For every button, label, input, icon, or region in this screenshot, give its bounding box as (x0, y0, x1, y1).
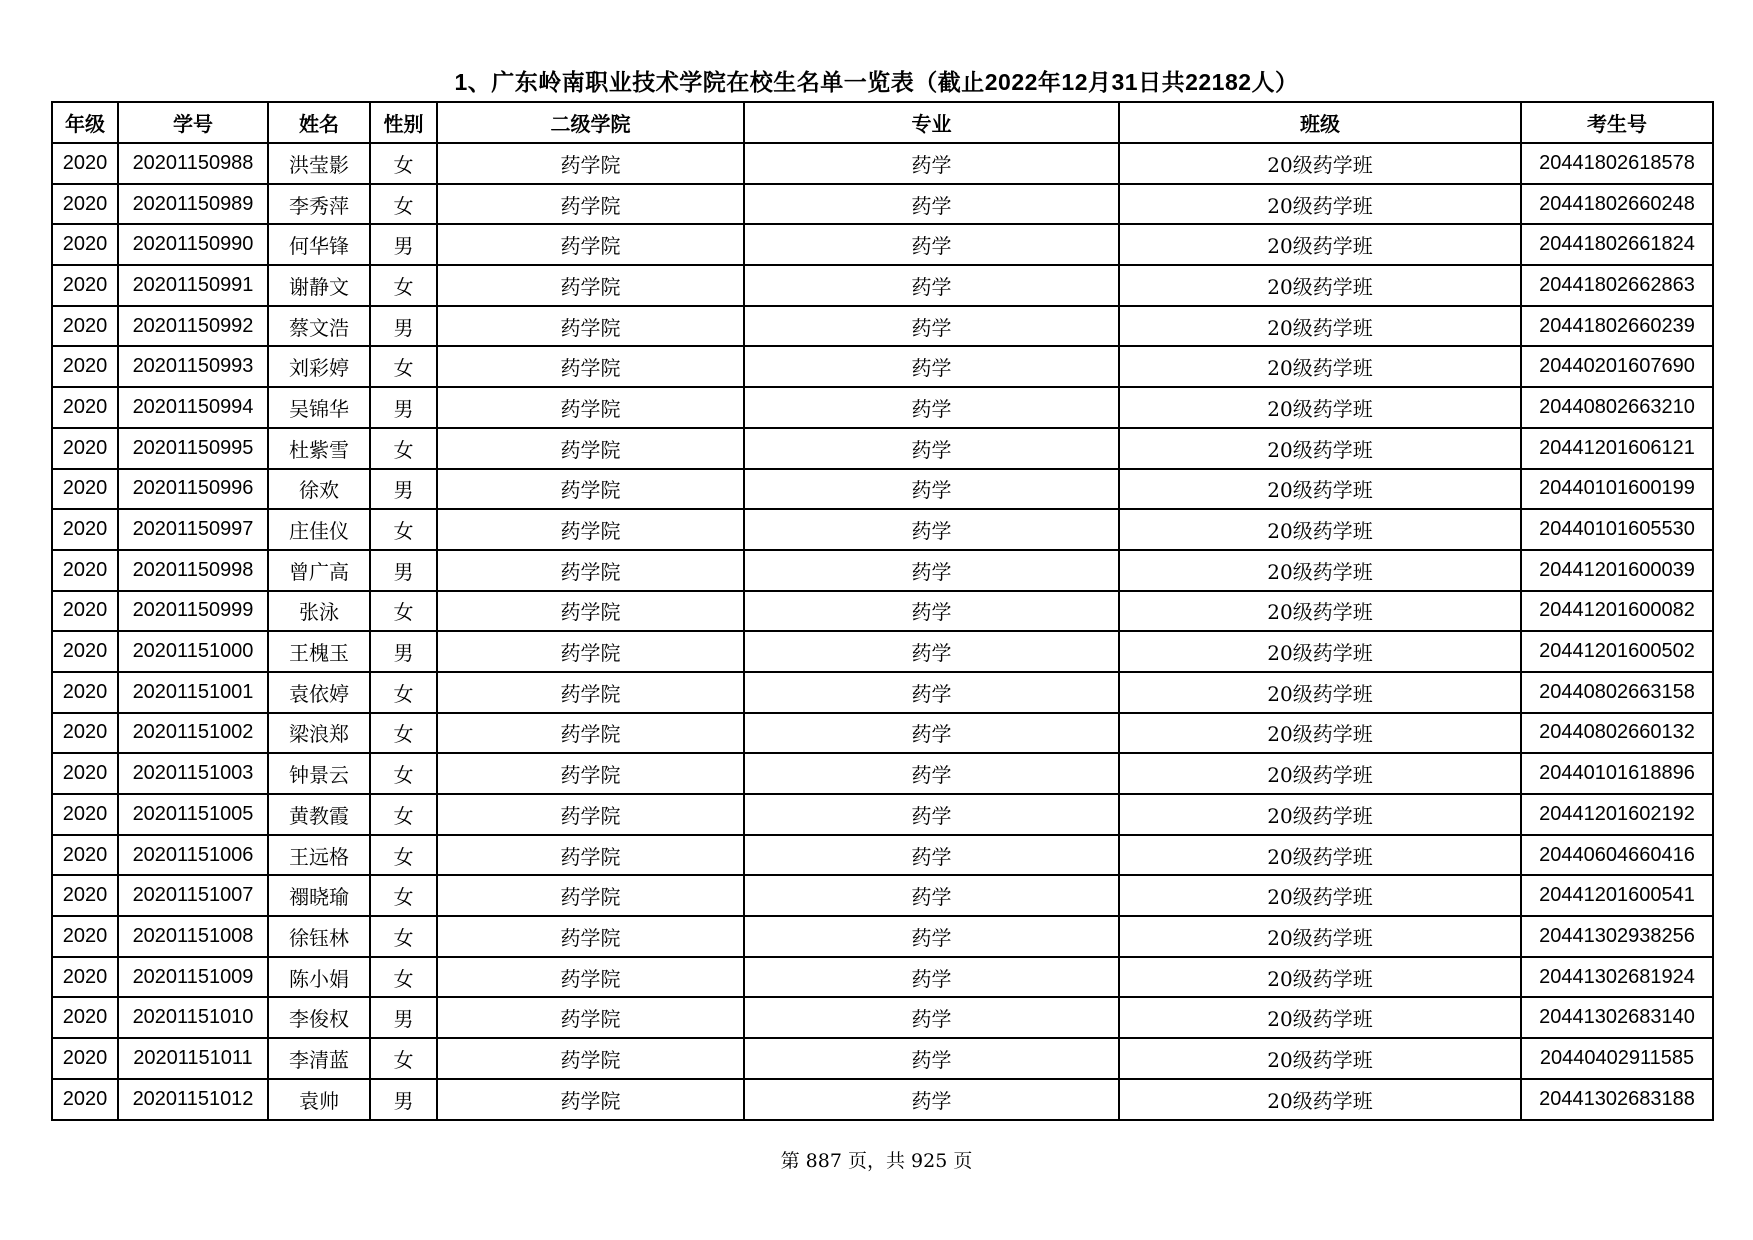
cell-grade: 2020 (52, 794, 118, 835)
header-name: 姓名 (268, 102, 370, 143)
cell-name: 陈小娟 (268, 957, 370, 998)
table-row (52, 184, 1713, 225)
cell-student-id: 20201151003 (118, 753, 268, 794)
cell-student-id: 20201150991 (118, 265, 268, 306)
table-row (52, 713, 1713, 754)
cell-class: 20级药学班 (1119, 835, 1521, 876)
table-row (52, 1079, 1713, 1120)
cell-exam-number: 20440101600199 (1521, 469, 1713, 510)
cell-student-id: 20201150989 (118, 184, 268, 225)
cell-major: 药学 (744, 997, 1119, 1038)
cell-college: 药学院 (437, 916, 744, 957)
cell-gender: 女 (370, 835, 437, 876)
cell-exam-number: 20441201600082 (1521, 591, 1713, 632)
table-row (52, 346, 1713, 387)
cell-class: 20级药学班 (1119, 997, 1521, 1038)
cell-exam-number: 20441802662863 (1521, 265, 1713, 306)
cell-college: 药学院 (437, 346, 744, 387)
cell-name: 袁依婷 (268, 672, 370, 713)
cell-gender: 女 (370, 875, 437, 916)
cell-gender: 男 (370, 387, 437, 428)
cell-grade: 2020 (52, 875, 118, 916)
cell-major: 药学 (744, 143, 1119, 184)
cell-major: 药学 (744, 916, 1119, 957)
cell-grade: 2020 (52, 1079, 118, 1120)
cell-class: 20级药学班 (1119, 875, 1521, 916)
cell-student-id: 20201151002 (118, 713, 268, 754)
cell-major: 药学 (744, 346, 1119, 387)
cell-major: 药学 (744, 265, 1119, 306)
cell-grade: 2020 (52, 428, 118, 469)
cell-major: 药学 (744, 631, 1119, 672)
cell-class: 20级药学班 (1119, 224, 1521, 265)
cell-student-id: 20201151006 (118, 835, 268, 876)
cell-name: 张泳 (268, 591, 370, 632)
cell-class: 20级药学班 (1119, 631, 1521, 672)
cell-grade: 2020 (52, 957, 118, 998)
cell-gender: 男 (370, 997, 437, 1038)
cell-major: 药学 (744, 224, 1119, 265)
cell-college: 药学院 (437, 1079, 744, 1120)
cell-grade: 2020 (52, 997, 118, 1038)
cell-class: 20级药学班 (1119, 469, 1521, 510)
table-row (52, 387, 1713, 428)
table-header-row (52, 102, 1713, 143)
cell-grade: 2020 (52, 265, 118, 306)
cell-major: 药学 (744, 184, 1119, 225)
cell-grade: 2020 (52, 835, 118, 876)
cell-grade: 2020 (52, 916, 118, 957)
cell-name: 王远格 (268, 835, 370, 876)
cell-gender: 女 (370, 591, 437, 632)
cell-college: 药学院 (437, 184, 744, 225)
table-row (52, 265, 1713, 306)
student-roster-table (51, 101, 1714, 1121)
cell-grade: 2020 (52, 469, 118, 510)
cell-student-id: 20201151005 (118, 794, 268, 835)
table-row (52, 469, 1713, 510)
cell-class: 20级药学班 (1119, 672, 1521, 713)
cell-college: 药学院 (437, 469, 744, 510)
cell-exam-number: 20441201600502 (1521, 631, 1713, 672)
cell-major: 药学 (744, 957, 1119, 998)
cell-class: 20级药学班 (1119, 794, 1521, 835)
cell-grade: 2020 (52, 224, 118, 265)
cell-gender: 男 (370, 550, 437, 591)
cell-college: 药学院 (437, 143, 744, 184)
cell-grade: 2020 (52, 346, 118, 387)
cell-gender: 女 (370, 509, 437, 550)
page-footer: 第 887 页，共 925 页 (780, 1150, 973, 1172)
cell-student-id: 20201150990 (118, 224, 268, 265)
cell-class: 20级药学班 (1119, 143, 1521, 184)
cell-major: 药学 (744, 875, 1119, 916)
cell-college: 药学院 (437, 550, 744, 591)
cell-student-id: 20201151012 (118, 1079, 268, 1120)
cell-major: 药学 (744, 550, 1119, 591)
cell-student-id: 20201150995 (118, 428, 268, 469)
cell-gender: 女 (370, 672, 437, 713)
cell-student-id: 20201151001 (118, 672, 268, 713)
cell-college: 药学院 (437, 509, 744, 550)
cell-grade: 2020 (52, 387, 118, 428)
cell-exam-number: 20440201607690 (1521, 346, 1713, 387)
cell-class: 20级药学班 (1119, 1038, 1521, 1079)
cell-name: 徐钰林 (268, 916, 370, 957)
cell-gender: 女 (370, 916, 437, 957)
cell-name: 蔡文浩 (268, 306, 370, 347)
cell-major: 药学 (744, 509, 1119, 550)
cell-name: 梁浪郑 (268, 713, 370, 754)
cell-exam-number: 20441201602192 (1521, 794, 1713, 835)
cell-major: 药学 (744, 387, 1119, 428)
table-row (52, 794, 1713, 835)
cell-class: 20级药学班 (1119, 591, 1521, 632)
cell-college: 药学院 (437, 997, 744, 1038)
header-college: 二级学院 (437, 102, 744, 143)
cell-gender: 女 (370, 1038, 437, 1079)
cell-grade: 2020 (52, 306, 118, 347)
cell-college: 药学院 (437, 387, 744, 428)
cell-name: 禤晓瑜 (268, 875, 370, 916)
cell-name: 杜紫雪 (268, 428, 370, 469)
cell-student-id: 20201151011 (118, 1038, 268, 1079)
table-row (52, 509, 1713, 550)
cell-gender: 女 (370, 753, 437, 794)
cell-gender: 男 (370, 1079, 437, 1120)
cell-student-id: 20201150988 (118, 143, 268, 184)
cell-grade: 2020 (52, 631, 118, 672)
cell-student-id: 20201150998 (118, 550, 268, 591)
cell-student-id: 20201151009 (118, 957, 268, 998)
cell-gender: 女 (370, 346, 437, 387)
cell-class: 20级药学班 (1119, 753, 1521, 794)
cell-exam-number: 20441302683188 (1521, 1079, 1713, 1120)
table-row (52, 550, 1713, 591)
cell-college: 药学院 (437, 875, 744, 916)
cell-name: 王槐玉 (268, 631, 370, 672)
cell-class: 20级药学班 (1119, 387, 1521, 428)
cell-class: 20级药学班 (1119, 916, 1521, 957)
cell-exam-number: 20440101618896 (1521, 753, 1713, 794)
cell-exam-number: 20440802663210 (1521, 387, 1713, 428)
cell-college: 药学院 (437, 428, 744, 469)
cell-college: 药学院 (437, 672, 744, 713)
table-row (52, 997, 1713, 1038)
cell-gender: 女 (370, 184, 437, 225)
cell-exam-number: 20441802661824 (1521, 224, 1713, 265)
table-row (52, 753, 1713, 794)
cell-college: 药学院 (437, 631, 744, 672)
cell-name: 刘彩婷 (268, 346, 370, 387)
cell-exam-number: 20441302683140 (1521, 997, 1713, 1038)
table-row (52, 224, 1713, 265)
cell-grade: 2020 (52, 143, 118, 184)
table-row (52, 916, 1713, 957)
cell-major: 药学 (744, 469, 1119, 510)
cell-college: 药学院 (437, 835, 744, 876)
cell-gender: 男 (370, 631, 437, 672)
cell-exam-number: 20441201600541 (1521, 875, 1713, 916)
page-title: 1、广东岭南职业技术学院在校生名单一览表（截止2022年12月31日共22182人） (454, 69, 1299, 95)
cell-exam-number: 20441302938256 (1521, 916, 1713, 957)
table-row (52, 428, 1713, 469)
cell-major: 药学 (744, 428, 1119, 469)
cell-name: 庄佳仪 (268, 509, 370, 550)
cell-college: 药学院 (437, 591, 744, 632)
cell-student-id: 20201150996 (118, 469, 268, 510)
cell-college: 药学院 (437, 794, 744, 835)
cell-name: 吴锦华 (268, 387, 370, 428)
cell-gender: 男 (370, 224, 437, 265)
cell-gender: 男 (370, 469, 437, 510)
cell-class: 20级药学班 (1119, 957, 1521, 998)
cell-student-id: 20201150997 (118, 509, 268, 550)
cell-exam-number: 20441302681924 (1521, 957, 1713, 998)
cell-gender: 女 (370, 957, 437, 998)
table-row (52, 306, 1713, 347)
cell-college: 药学院 (437, 306, 744, 347)
cell-major: 药学 (744, 1079, 1119, 1120)
table-row (52, 835, 1713, 876)
cell-exam-number: 20440402911585 (1521, 1038, 1713, 1079)
cell-class: 20级药学班 (1119, 550, 1521, 591)
table-row (52, 143, 1713, 184)
table-row (52, 875, 1713, 916)
cell-major: 药学 (744, 672, 1119, 713)
table-row (52, 591, 1713, 632)
cell-grade: 2020 (52, 509, 118, 550)
cell-college: 药学院 (437, 224, 744, 265)
cell-major: 药学 (744, 591, 1119, 632)
cell-grade: 2020 (52, 591, 118, 632)
table-row (52, 1038, 1713, 1079)
cell-major: 药学 (744, 794, 1119, 835)
cell-class: 20级药学班 (1119, 184, 1521, 225)
cell-gender: 女 (370, 143, 437, 184)
cell-student-id: 20201151008 (118, 916, 268, 957)
cell-exam-number: 20440604660416 (1521, 835, 1713, 876)
cell-name: 钟景云 (268, 753, 370, 794)
cell-name: 李俊权 (268, 997, 370, 1038)
cell-student-id: 20201150999 (118, 591, 268, 632)
cell-college: 药学院 (437, 1038, 744, 1079)
cell-exam-number: 20441802660239 (1521, 306, 1713, 347)
table-row (52, 672, 1713, 713)
cell-class: 20级药学班 (1119, 713, 1521, 754)
cell-grade: 2020 (52, 753, 118, 794)
cell-class: 20级药学班 (1119, 428, 1521, 469)
header-gender: 性别 (370, 102, 437, 143)
cell-name: 曾广高 (268, 550, 370, 591)
header-student-id: 学号 (118, 102, 268, 143)
cell-student-id: 20201150992 (118, 306, 268, 347)
cell-grade: 2020 (52, 184, 118, 225)
cell-major: 药学 (744, 753, 1119, 794)
cell-class: 20级药学班 (1119, 265, 1521, 306)
header-major: 专业 (744, 102, 1119, 143)
cell-class: 20级药学班 (1119, 346, 1521, 387)
cell-name: 黄教霞 (268, 794, 370, 835)
cell-grade: 2020 (52, 550, 118, 591)
cell-exam-number: 20440101605530 (1521, 509, 1713, 550)
cell-student-id: 20201151010 (118, 997, 268, 1038)
table-row (52, 631, 1713, 672)
cell-exam-number: 20441802660248 (1521, 184, 1713, 225)
cell-gender: 女 (370, 265, 437, 306)
cell-major: 药学 (744, 1038, 1119, 1079)
cell-college: 药学院 (437, 265, 744, 306)
cell-name: 谢静文 (268, 265, 370, 306)
cell-major: 药学 (744, 835, 1119, 876)
cell-name: 徐欢 (268, 469, 370, 510)
cell-major: 药学 (744, 306, 1119, 347)
cell-class: 20级药学班 (1119, 1079, 1521, 1120)
cell-grade: 2020 (52, 713, 118, 754)
cell-student-id: 20201151000 (118, 631, 268, 672)
cell-gender: 女 (370, 713, 437, 754)
cell-class: 20级药学班 (1119, 509, 1521, 550)
cell-major: 药学 (744, 713, 1119, 754)
header-exam-number: 考生号 (1521, 102, 1713, 143)
cell-grade: 2020 (52, 1038, 118, 1079)
cell-name: 李秀萍 (268, 184, 370, 225)
cell-exam-number: 20440802663158 (1521, 672, 1713, 713)
cell-student-id: 20201151007 (118, 875, 268, 916)
header-grade: 年级 (52, 102, 118, 143)
cell-student-id: 20201150994 (118, 387, 268, 428)
cell-exam-number: 20441201606121 (1521, 428, 1713, 469)
cell-exam-number: 20441802618578 (1521, 143, 1713, 184)
cell-exam-number: 20440802660132 (1521, 713, 1713, 754)
header-class: 班级 (1119, 102, 1521, 143)
cell-college: 药学院 (437, 957, 744, 998)
cell-college: 药学院 (437, 713, 744, 754)
cell-name: 袁帅 (268, 1079, 370, 1120)
cell-exam-number: 20441201600039 (1521, 550, 1713, 591)
cell-class: 20级药学班 (1119, 306, 1521, 347)
cell-name: 李清蓝 (268, 1038, 370, 1079)
cell-college: 药学院 (437, 753, 744, 794)
cell-gender: 男 (370, 306, 437, 347)
cell-gender: 女 (370, 794, 437, 835)
cell-gender: 女 (370, 428, 437, 469)
cell-name: 洪莹影 (268, 143, 370, 184)
cell-name: 何华锋 (268, 224, 370, 265)
table-row (52, 957, 1713, 998)
cell-student-id: 20201150993 (118, 346, 268, 387)
table-body (52, 143, 1713, 1120)
cell-grade: 2020 (52, 672, 118, 713)
